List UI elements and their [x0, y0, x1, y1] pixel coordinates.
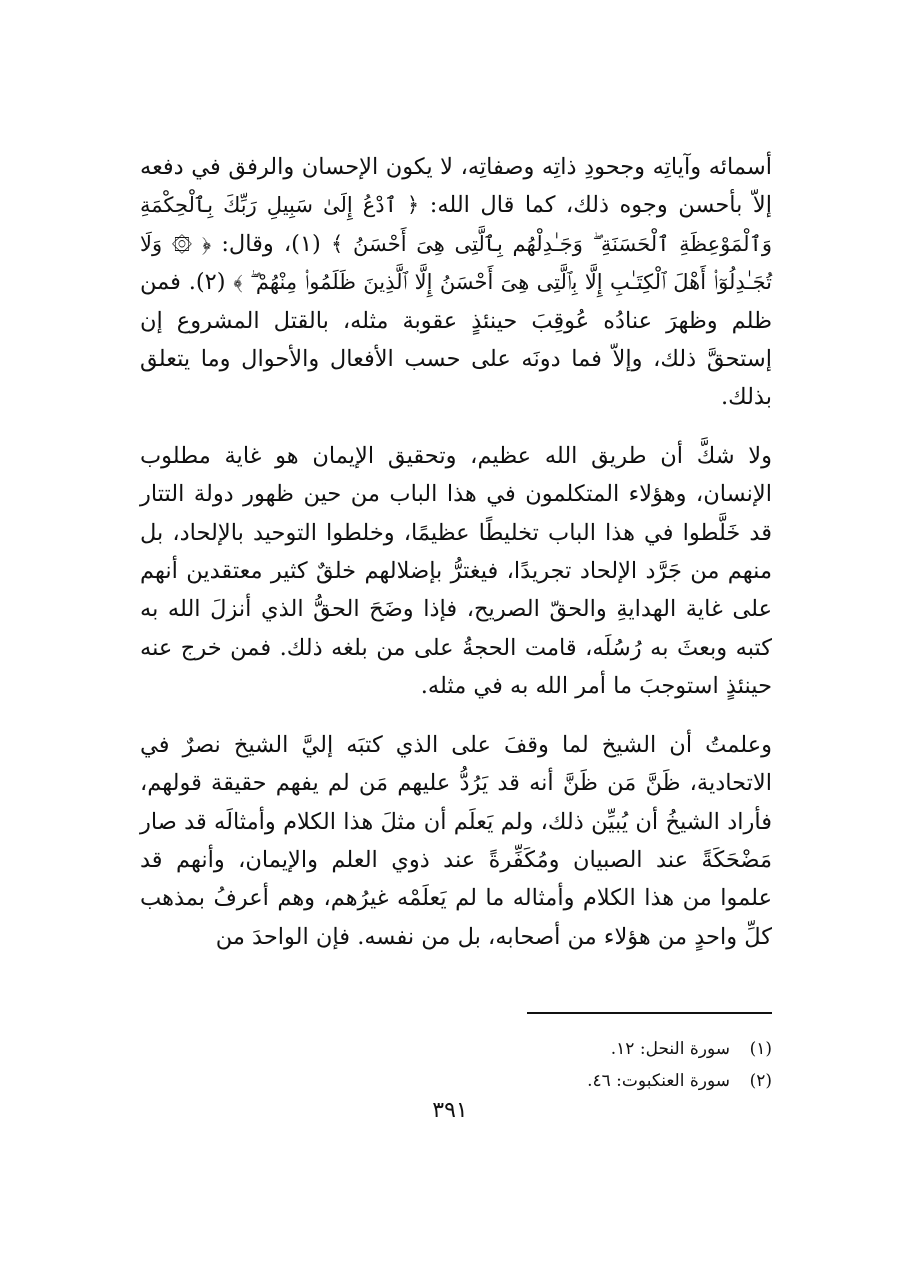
footnote-divider	[527, 1012, 772, 1014]
footnote-2-number: (٢)	[749, 1071, 772, 1091]
page-number: ٣٩١	[432, 1098, 468, 1123]
quran-verse-1: ﴿ ٱدْعُ إِلَىٰ سَبِيلِ رَبِّكَ بِٱلْحِكْمَةِ وَٱلْمَوْعِظَةِ ٱلْحَسَنَةِ ۖ وَجَـٰدِلْهُم بِٱلَّتِى هِىَ أَحْسَنُ ﴾	[140, 193, 772, 256]
footnote-1	[372, 1033, 772, 1065]
footnote-1-number: (١)	[749, 1039, 772, 1059]
paragraph-1-text: أسمائه وآياتِه وجحودِ ذاتِه وصفاتِه، لا يكون الإحسان والرفق في دفعه إلاّ بأحسن وجوه ذلك، كما قال الله:	[140, 154, 772, 219]
paragraph-2: ولا شكَّ أن طريق الله عظيم، وتحقيق الإيمان هو غاية مطلوب الإنسان، وهؤلاء المتكلمون في هذا الباب من حين ظهور دولة التتار قد خَلَّطوا في هذا الباب تخليطًا عظيمًا، وخلطوا التوحيد بالإلحاد، بل منهم من جَرَّد الإلحاد تجريدًا، فيغترُّ بإضلالهم خلقٌ كثير معتقدين أنهم على غاية الهدايةِ والحقّ الصريح، فإذا وضَحَ الحقُّ الذي أنزلَ الله به كتبه وبعثَ به رُسُلَه، قامت الحجةُ على من بلغه ذلك. فمن خرج عنه حينئذٍ استوجبَ ما أمر الله به في مثله.	[140, 442, 772, 700]
footnotes	[372, 1033, 772, 1097]
paragraph-1-text-3: (٢). فمن ظلم وظهرَ عنادُه عُوقِبَ حينئذٍ عقوبة مثله، بالقتل المشروع إن إستحقَّ ذلك، وإلاّ فما دونَه على حسب الأفعال والأحوال وما يتعلق بذلك.	[140, 269, 772, 411]
footnote-2-text: سورة العنكبوت: ٤٦.	[587, 1071, 730, 1091]
main-text	[140, 148, 772, 956]
quran-verse-2: ﴿ ۞ وَلَا تُجَـٰدِلُوٓا۟ أَهْلَ ٱلْكِتَـٰبِ إِلَّا بِٱلَّتِى هِىَ أَحْسَنُ إِلَّا ٱلَّذِينَ ظَلَمُوا۟ مِنْهُمْ ۖ ﴾	[140, 231, 773, 295]
paragraph-3: وعلمتُ أن الشيخ لما وقفَ على الذي كتبَه إليَّ الشيخ نصرٌ في الاتحادية، ظَنَّ مَن ظَنَّ أنه قد يَرُدُّ عليهم مَن لم يفهم حقيقة قولهم، فأراد الشيخُ أن يُبيِّن ذلك، ولم يَعلَم أن مثلَ هذا الكلام وأمثالَه قد صار مَضْحَكَةً عند الصبيان ومُكَفِّرةً عند ذوي العلم والإيمان، وأنهم قد علموا من هذا الكلام وأمثاله ما لم يَعلَمْه غيرُهم، وهم أعرفُ بمذهب كلِّ واحدٍ من هؤلاء من أصحابه، بل من نفسه. فإن الواحدَ من	[140, 731, 772, 950]
footnote-2	[372, 1065, 772, 1097]
paragraph-1-text-2: (١)، وقال:	[211, 230, 321, 257]
paragraph-1	[140, 148, 772, 417]
footnote-1-text: سورة النحل: ١٢.	[610, 1039, 730, 1059]
